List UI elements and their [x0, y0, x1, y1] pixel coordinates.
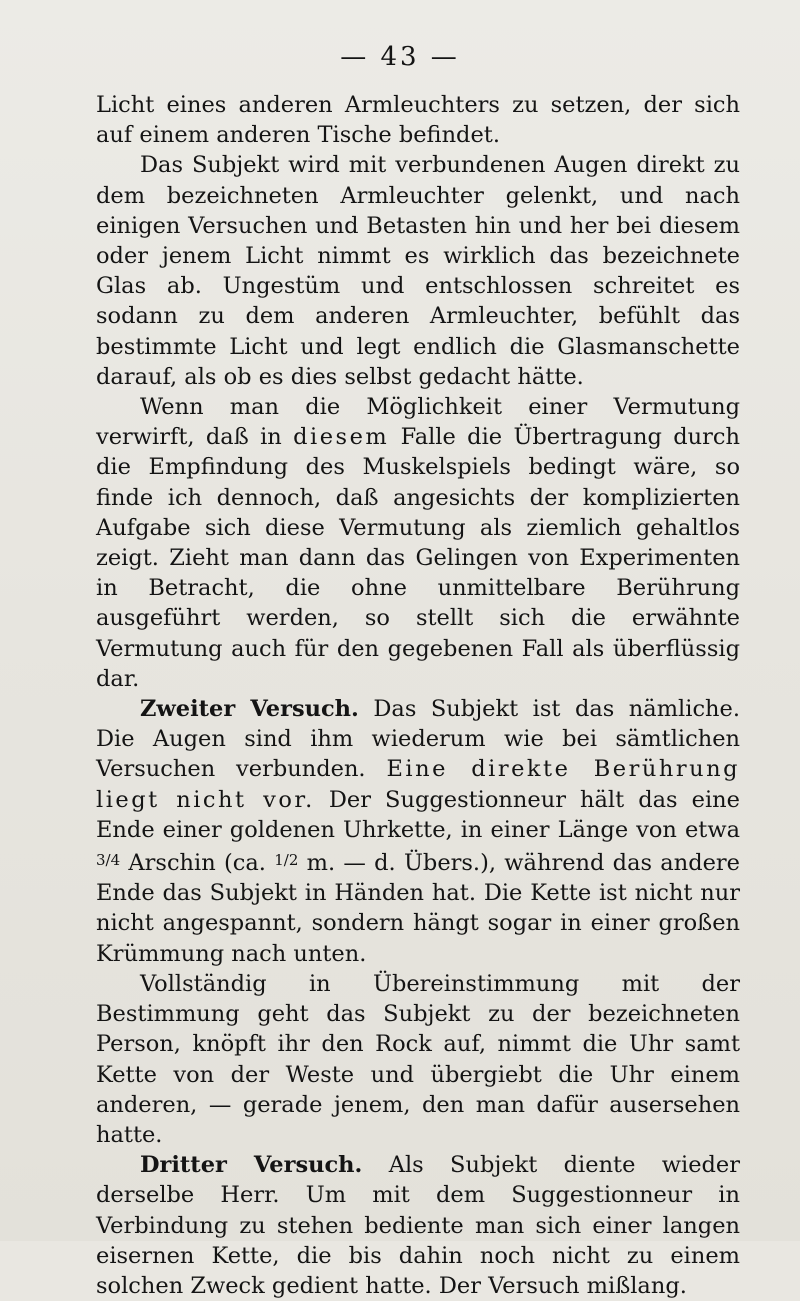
body-text	[96, 90, 740, 1301]
paragraph-3-text-a: Wenn man die Möglichkeit einer Vermutung verwirft, daß in	[96, 394, 740, 451]
paragraph-5: Vollständig in Übereinstimmung mit der Bestimmung geht das Subjekt zu der bezeichneten Person, knöpft ihr den Rock auf, nimmt die Uhr samt Kette von der Weste und übergiebt die Uhr einem anderen, — gerade jenem, den man dafür ausersehen hatte.	[96, 970, 740, 1148]
paragraph-2: Das Subjekt wird mit verbundenen Augen direkt zu dem bezeichneten Armleuchter gelenkt, und nach einigen Versuchen und Betasten hin und her bei diesem oder jenem Licht nimmt es wirklich das bezeichnete Glas ab. Ungestüm und entschlossen schreitet es sodann zu dem anderen Armleuchter, befühlt das bestimmte Licht und legt endlich die Glasmanschette darauf, als ob es dies selbst gedacht hätte.	[96, 152, 740, 390]
paragraph-4-text-b: Der Suggestionneur hält das eine Ende einer goldenen Uhrkette, in einer Länge von etwa	[96, 786, 740, 843]
paragraph-6-text: Als Subjekt diente wieder derselbe Herr. Um mit dem Suggestionneur in Verbindung zu stehen bediente man sich einer langen eisernen Kette, die bis dahin noch nicht zu einem solchen Zweck gedient hatte. Der Versuch mißlang.	[96, 1152, 740, 1299]
paragraph-6	[96, 1150, 740, 1301]
paragraph-4-text-a: Das Subjekt ist das nämliche. Die Augen sind ihm wiederum wie bei sämtlichen Versuchen verbunden.	[96, 696, 740, 783]
fraction-three-quarters: 3/4	[96, 851, 121, 870]
paragraph-3-spaced: diesem	[293, 424, 390, 451]
paragraph-4	[96, 694, 740, 969]
paragraph-4-spaced: Eine direkte Berührung liegt nicht vor.	[96, 756, 740, 813]
paragraph-4-text-c: Arschin (ca.	[120, 850, 275, 877]
experiment-heading-2: Zweiter Versuch.	[140, 696, 359, 723]
experiment-heading-3: Dritter Versuch.	[140, 1152, 363, 1179]
page-number: — 43 —	[340, 42, 460, 72]
paragraph-4-text-d: m. — d. Übers.), während das andere Ende das Subjekt in Händen hat. Die Kette ist nicht nur nicht angespannt, sondern hängt sogar in einer großen Krümmung nach unten.	[96, 850, 740, 967]
paragraph-1: Licht eines anderen Armleuchters zu setzen, der sich auf einem anderen Tische befindet.	[96, 92, 740, 149]
fraction-one-half: 1/2	[274, 851, 299, 870]
paragraph-3	[96, 392, 740, 694]
paragraph-3-text-b: Falle die Übertragung durch die Empfindung des Muskelspiels bedingt wäre, so finde ich dennoch, daß angesichts der komplizierten Aufgabe sich diese Vermutung als ziemlich gehaltlos zeigt. Zieht man dann das Gelingen von Experimenten in Betracht, die ohne unmittelbare Berührung ausgeführt werden, so stellt sich die erwähnte Vermutung auch für den gegebenen Fall als überflüssig dar.	[96, 424, 740, 692]
